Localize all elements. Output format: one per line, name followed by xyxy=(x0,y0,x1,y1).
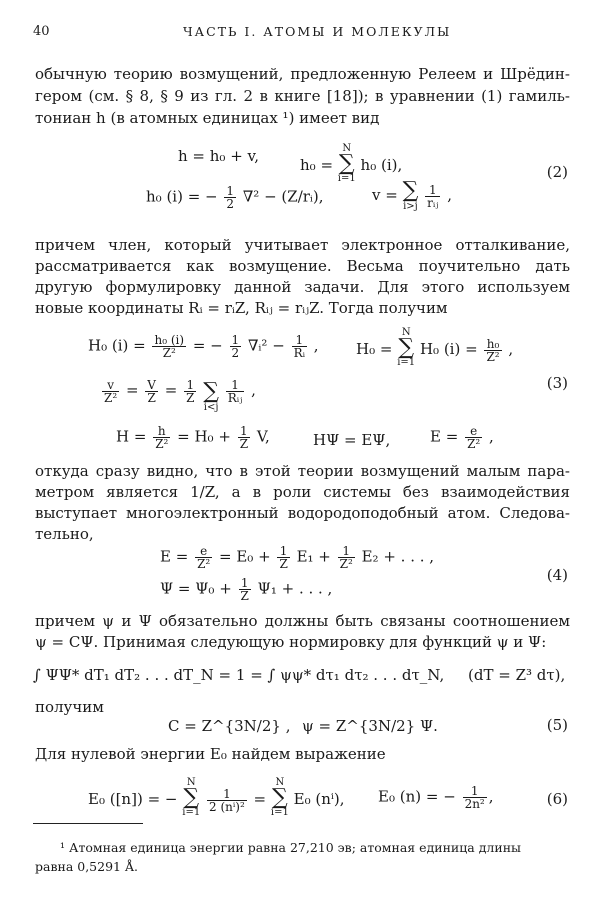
fraction xyxy=(238,425,250,450)
eq2-h0i: h₀ (i), xyxy=(360,156,403,174)
sigma-symbol: ∑ xyxy=(398,335,415,360)
equation-3-H0-sum: H₀ = N ∑ i=1 H₀ (i) = $\frac{\text{h₀}}{\text{Z²}}$ , xyxy=(356,327,514,368)
footnote-rule xyxy=(33,823,143,824)
sum-sign xyxy=(203,381,219,413)
fraction xyxy=(292,334,307,359)
fraction-den: Z² xyxy=(155,437,169,451)
equation-normalization-tail: (dT = Z³ dτ), xyxy=(468,666,566,684)
eq2-h0-lhs: h₀ = xyxy=(300,156,334,174)
fraction xyxy=(102,379,119,404)
fraction-num: 1 xyxy=(292,334,307,347)
sum-lower-limit: i=1 xyxy=(397,357,416,368)
fraction-den: Z xyxy=(240,589,249,603)
fraction xyxy=(207,788,247,813)
fraction-num: e xyxy=(195,545,212,558)
fraction-num: 1 xyxy=(226,184,235,198)
footnote-line: ¹ Атомная единица энергии равна 27,210 эв; атомная единица длины xyxy=(60,840,521,855)
fraction-den: Z² xyxy=(197,557,211,571)
fraction-num: h₀ (i) xyxy=(154,333,185,347)
eq3-H0i-lhs: H₀ (i) = xyxy=(88,336,146,355)
eq3-H0-lhs: H₀ = xyxy=(356,340,393,358)
fraction-den: 2 xyxy=(226,197,235,211)
eq2-h: h = h₀ + v, xyxy=(178,147,260,165)
sum-upper-limit: N xyxy=(401,327,411,338)
eq2-h0i-lhs: h₀ (i) = − xyxy=(146,187,218,206)
fraction-den: Z xyxy=(186,390,195,405)
fraction-den: Z xyxy=(239,437,249,451)
eq6-lhs: E₀ ([n]) = − xyxy=(88,790,178,808)
fraction-num: v xyxy=(102,379,119,392)
eq2-v-lhs: v = xyxy=(372,186,398,204)
sum-lower-limit: i=1 xyxy=(270,807,289,818)
page-header xyxy=(33,24,570,46)
equals: = xyxy=(164,381,178,399)
text-line: тельно, xyxy=(35,525,94,543)
sum-lower-limit: i=1 xyxy=(182,807,201,818)
equation-number: (6) xyxy=(546,790,568,808)
fraction xyxy=(425,184,440,209)
fraction-den: 2 xyxy=(231,346,240,360)
fraction-den: Rᵢ xyxy=(293,346,306,360)
equation-6-En xyxy=(378,785,494,810)
fraction-num: V xyxy=(147,377,156,392)
fraction xyxy=(338,545,355,570)
text-line: причем ψ и Ψ обязательно должны быть связаны соотношением xyxy=(35,612,570,630)
equation-4-line-2 xyxy=(160,577,332,602)
equation-3-line-2: $\frac{v}{\text{Z²}}$ = $\frac{V}{Z}$ = $\frac{1}{Z}$ ∑ i<j $\frac{1}{\text{Rᵢⱼ}}$ , xyxy=(104,377,256,413)
eq4-Psi1: Ψ₁ + . . . , xyxy=(257,579,333,598)
equation-number: (4) xyxy=(546,566,568,584)
eq3-minus: = − xyxy=(192,336,223,355)
fraction-den: Z² xyxy=(339,557,353,571)
sum-upper-limit: N xyxy=(186,777,196,788)
equals: = xyxy=(125,381,139,399)
equation-4-line-1 xyxy=(160,545,434,570)
sum-sign xyxy=(182,778,200,818)
equation-6 xyxy=(88,777,345,820)
sigma-symbol: ∑ xyxy=(402,178,419,203)
fraction-den: 2n² xyxy=(464,797,485,811)
eq3-H-lhs: H = xyxy=(116,427,147,446)
equation-number: (5) xyxy=(546,716,568,734)
fraction xyxy=(465,425,482,450)
eq6-En-lhs: E₀ (n) = − xyxy=(378,787,456,806)
fraction-num: 1 xyxy=(184,379,196,392)
text-line: другую формулировку данной задачи. Для этого используем xyxy=(35,278,570,296)
fraction-num: 1 xyxy=(226,379,245,392)
sigma-symbol: ∑ xyxy=(183,785,200,810)
fraction-den: Z xyxy=(147,390,156,405)
fraction-den: Z² xyxy=(467,437,481,451)
eq4-Psi: Ψ = Ψ₀ + xyxy=(160,579,232,598)
equation-normalization: ∫ ΨΨ* dT₁ dT₂ . . . dT_N = 1 = ∫ ψψ* dτ₁ dτ₂ . . . dτ_N, xyxy=(33,666,445,684)
fraction xyxy=(145,379,158,404)
text-line: выступает многоэлектронный водородоподобный атом. Следова- xyxy=(35,504,570,522)
sigma-symbol: ∑ xyxy=(338,151,355,176)
eq4-E0: = E₀ + xyxy=(219,547,271,566)
eq3-H0-rhs: H₀ (i) = xyxy=(419,340,478,358)
eq4-E2: E₂ + . . . , xyxy=(361,547,435,566)
text-line: гером (см. § 8, § 9 из гл. 2 в книге [18]); в уравнении (1) гамиль- xyxy=(35,87,570,105)
fraction-num: 1 xyxy=(463,785,487,798)
equation-3-E: E = $\frac{e}{\text{Z²}}$ , xyxy=(430,424,494,451)
equation-5-a: C = Z^{3N/2} , xyxy=(168,717,291,735)
eq6-sum-rhs: E₀ (nⁱ), xyxy=(293,790,345,808)
comma: , xyxy=(488,787,494,806)
fraction xyxy=(226,379,245,404)
fraction-den: Z² xyxy=(162,346,176,360)
sum-sign xyxy=(338,144,356,184)
eq4-E-lhs: E = xyxy=(160,547,189,566)
fraction-num: e xyxy=(465,425,482,438)
fraction-num: 1 xyxy=(277,545,289,558)
eq3-E-lhs: E = xyxy=(430,427,459,446)
text-line: откуда сразу видно, что в этой теории возмущений малым пара- xyxy=(35,462,570,480)
equation-number: (2) xyxy=(546,163,568,181)
fraction-den: Rᵢⱼ xyxy=(227,390,243,405)
fraction xyxy=(463,785,487,810)
fraction xyxy=(152,334,186,359)
eq3-nabla: ∇ᵢ² − xyxy=(247,336,285,355)
fraction xyxy=(153,425,170,450)
page-number: 40 xyxy=(33,24,50,39)
fraction-num: 1 xyxy=(425,184,440,197)
fraction-den: rᵢⱼ xyxy=(427,195,439,210)
text-line: получим xyxy=(35,698,104,716)
text-line: рассматривается как возмущение. Весьма поучительно дать xyxy=(35,257,570,275)
text-line: причем член, который учитывает электронное отталкивание, xyxy=(35,236,570,254)
fraction-num: h₀ xyxy=(484,338,501,351)
fraction-den: Z² xyxy=(486,349,500,364)
text-line: метром является 1/Z, а в роли системы без взаимодействия xyxy=(35,483,570,501)
text-line: тониан h (в атомных единицах ¹) имеет вид xyxy=(35,109,380,127)
fraction-num: 1 xyxy=(207,788,247,801)
running-head: ЧАСТЬ I. АТОМЫ И МОЛЕКУЛЫ xyxy=(183,24,452,39)
fraction-num: 1 xyxy=(231,333,240,347)
fraction xyxy=(484,338,501,363)
fraction xyxy=(230,334,242,359)
fraction-num: 1 xyxy=(238,425,250,438)
fraction xyxy=(195,545,212,570)
sigma-symbol: ∑ xyxy=(272,785,288,810)
sum-upper-limit: N xyxy=(275,777,285,788)
equals: = xyxy=(253,790,267,808)
fraction-num: 1 xyxy=(239,577,251,590)
fraction xyxy=(184,379,196,404)
fraction-den: Z xyxy=(279,557,288,571)
equation-2-line-2 xyxy=(146,185,324,210)
text-line: ψ = CΨ. Принимая следующую нормировку для функций ψ и Ψ: xyxy=(35,633,547,651)
equation-3-line-1: H₀ (i) = $\frac{\text{h₀ (i)}}{\text{Z²}}$ = − $\frac{1}{2}$ ∇ᵢ² − $\frac{1}{\text{Rᵢ}}$ , xyxy=(88,333,319,360)
sum-upper-limit: N xyxy=(342,143,352,154)
fraction-den: Z² xyxy=(104,390,118,405)
eq3-V: V, xyxy=(256,427,270,446)
equation-2-v: v = ∑ i>j $\frac{1}{\text{rᵢⱼ}}$ , xyxy=(372,178,452,212)
fraction xyxy=(224,185,236,210)
eq4-E1: E₁ + xyxy=(296,547,331,566)
text-line: новые координаты Rᵢ = rᵢZ, Rᵢⱼ = rᵢⱼZ. Тогда получим xyxy=(35,299,448,317)
fraction-num: h xyxy=(153,425,170,438)
equation-3-schrodinger: HΨ = EΨ, xyxy=(313,431,391,449)
sum-lower-limit: i>j xyxy=(403,201,418,212)
sum-lower-limit: i=1 xyxy=(337,173,356,184)
sum-sign xyxy=(397,328,415,368)
fraction-den: 2 (nⁱ)² xyxy=(209,799,245,814)
sum-sign xyxy=(271,778,289,818)
text-line: обычную теорию возмущений, предложенную Релеем и Шрёдин- xyxy=(35,65,570,83)
equation-number: (3) xyxy=(546,374,568,392)
footnote-line: равна 0,5291 Å. xyxy=(35,859,138,874)
sum-lower-limit: i<j xyxy=(203,402,219,413)
equation-3-line-3 xyxy=(116,425,270,450)
text-line: Для нулевой энергии E₀ найдем выражение xyxy=(35,745,386,763)
sum-sign xyxy=(403,180,419,212)
fraction-num: 1 xyxy=(338,545,355,558)
sigma-symbol: ∑ xyxy=(203,379,219,404)
fraction xyxy=(239,577,251,602)
eq2-h0i-rhs: ∇² − (Z/rᵢ), xyxy=(242,187,324,206)
equation-5-b: ψ = Z^{3N/2} Ψ. xyxy=(302,717,438,735)
equation-2-line-1 xyxy=(178,146,259,166)
fraction xyxy=(277,545,289,570)
eq3-H0-plus: = H₀ + xyxy=(177,427,231,446)
